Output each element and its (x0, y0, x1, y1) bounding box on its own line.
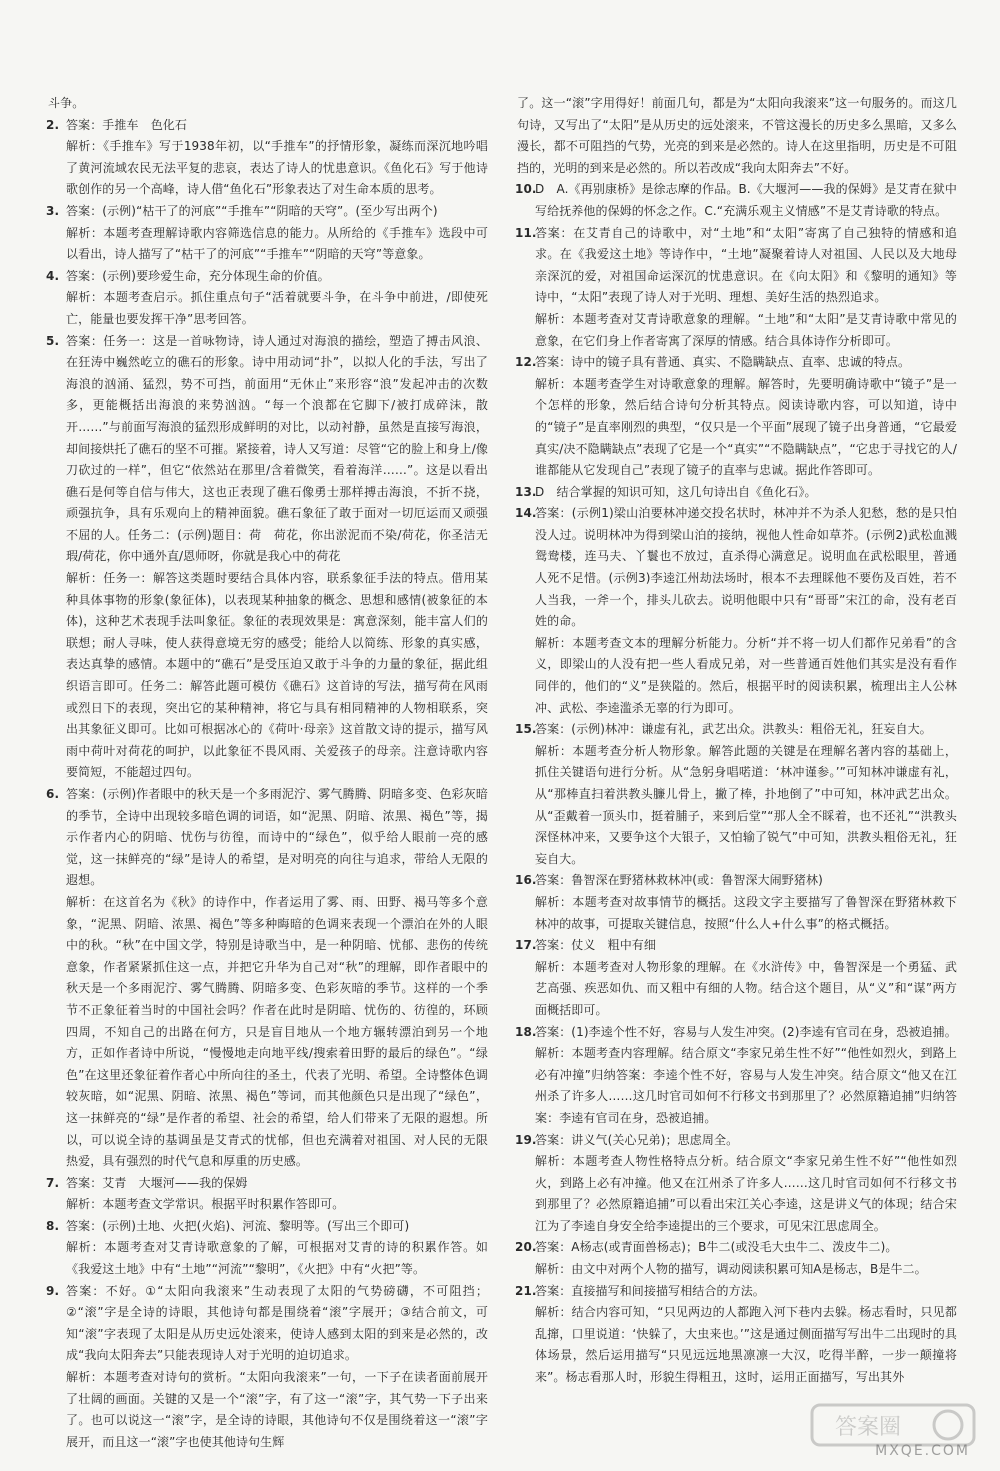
question-item (517, 1130, 957, 1238)
analysis-text: 解析：本题考查对故事情节的概括。这段文字主要描写了鲁智深在野猪林救下林冲的故事，可提取关键信息，按照“什么人+什么事”的格式概括。 (535, 894, 957, 931)
answer-text: 答案：任务一：这是一首咏物诗，诗人通过对海浪的描绘，塑造了搏击风浪、在狂涛中巍然屹立的礁石的形象。诗中用动词“扑”，以拟人化的手法，写出了海浪的汹涌、猛烈，势不可挡，前面用“无休止”来形容“浪”发起冲击的次数多，更能概括出海浪的来势汹汹。“每一个浪都在它脚下/被打成碎沫，散开……”与前面写海浪的猛烈形成鲜明的对比，以动衬静，虽然是直接写海浪，却间接烘托了礁石的坚不可摧。紧接着，诗人又写道：尽管“它的脸上和身上/像刀砍过的一样”，但它“依然站在那里/含着微笑，看着海洋……”。这是以看出礁石是何等自信与伟大，这也正表现了礁石像勇士那样搏击海浪，不折不挠，顽强抗争，具有乐观向上的精神面貌。礁石象征了敢于面对一切厄运而又顽强不屈的人。任务二：(示例)题目：荷 荷花，你出淤泥而不染/荷花，你圣洁无瑕/荷花，你中通外直/恩师呀，你就是我心中的荷花 (66, 333, 488, 564)
question-item (48, 1281, 488, 1454)
answer-text: 答案：(示例)土地、火把(火焰)、河流、黎明等。(写出三个即可) (66, 1218, 410, 1233)
answer-text: 答案：(示例)要珍爱生命，充分体现生命的价值。 (66, 268, 330, 283)
answer-text: 答案：(示例1)梁山泊要林冲递交投名状时，林冲并不为杀人犯愁，愁的是只怕没人过。说明林冲为得到梁山泊的接纳，视他人性命如草芥。(示例2)武松血溅鸳鸯楼，连马夫、丫鬟也不放过，直杀得心满意足。说明血在武松眼里，普通人死不足惜。(示例3)李逵江州劫法场时，根本不去理睬他不要伤及百姓，若不人当我，一斧一个，排头儿砍去。说明他眼中只有“哥哥”宋江的命，没有老百姓的命。 (535, 506, 957, 629)
analysis-text: 解析：本题考查文学常识。根据平时积累作答即可。 (66, 1197, 345, 1212)
answer-text: 答案：A杨志(或青面兽杨志)；B牛二(或没毛大虫牛二、泼皮牛二)。 (535, 1240, 898, 1255)
answer-text: 答案：手推车 色化石 (66, 117, 188, 132)
question-number: 10. (515, 182, 537, 197)
question-item (48, 1216, 488, 1281)
answer-text: 答案：不好。①“太阳向我滚来”生动表现了太阳的气势磅礴，不可阻挡；②“滚”字是全诗的诗眼，其他诗句都是围绕着“滚”字展开；③结合前文，可知“滚”字表现了太阳是从历史远处滚来，使诗人感到太阳的到来是必然的，改成“我向太阳奔去”只能表现诗人对于光明的迫切追求。 (66, 1283, 488, 1363)
analysis-text: 解析：由文中对两个人物的描写，调动阅读积累可知A是杨志，B是牛二。 (535, 1262, 927, 1277)
question-item (517, 719, 957, 870)
question-number: 17. (515, 938, 537, 953)
answer-text: 答案：直接描写和间接描写相结合的方法。 (535, 1283, 765, 1298)
question-item (517, 179, 957, 222)
analysis-text: 解析：在这首名为《秋》的诗作中，作者运用了雾、雨、田野、褐马等多个意象，“泥黑、阴暗、浓黑、褐色”等多种晦暗的色调来表现一个漂泊在外的人眼中的秋。“秋”在中国文学，特别是诗歌当中，是一种阴暗、忧郁、悲伤的传统意象，作者紧紧抓住这一点，并把它升华为自己对“秋”的理解，即作者眼中的秋天是一个多雨泥泞、雾气腾腾、阴暗多变、色彩灰暗的季节。这样的一个季节不正象征着当时的中国社会吗？作者在此时是阴暗、忧伤的、彷徨的，环顾四周，不知自己的出路在何方，只是盲目地从一个地方辗转漂泊到另一个地方，正如作者诗中所说，“慢慢地走向地平线/搜索着田野的最后的绿色”。“绿色”在这里还象征着作者心中所向往的圣土，代表了光明、希望。全诗整体色调较灰暗，如“泥黑、阴暗、浓黑、褐色”等词，而其他颜色只是出现了“绿色”，这一抹鲜亮的“绿”是作者的希望、社会的希望，给人们带来了无限的遐想。所以，可以说全诗的基调虽是艾青式的忧郁，但也充满着对祖国、对人民的无限热爱，具有强烈的时代气息和厚重的历史感。 (66, 894, 488, 1169)
analysis-text: 解析：本题考查对艾青诗歌意象的了解，可根据对艾青的诗的积累作答。如《我爱这土地》中有“土地”“河流”“黎明”，《火把》中有“火把”等。 (66, 1240, 488, 1277)
analysis-text: 解析：《手推车》写于1938年初，以“手推车”的抒情形象，凝练而深沉地吟唱了黄河流域农民无法平复的悲哀，表达了诗人的忧患意识。《鱼化石》写于他诗歌创作的另一个高峰，诗人借“鱼化石”形象表达了对生命本质的思考。 (66, 139, 488, 197)
left-items (48, 115, 488, 1454)
analysis-text: 解析：本题考查启示。抓住重点句子“活着就要斗争，在斗争中前进，/即使死亡，能量也要发挥干净”思考回答。 (66, 290, 488, 326)
question-item (517, 1022, 957, 1130)
question-number: 18. (515, 1024, 537, 1039)
question-item (48, 1173, 488, 1216)
analysis-text: 解析：本题考查对诗句的赏析。“太阳向我滚来”一句，一下子在读者面前展开了壮阔的画面。关键的又是一个“滚”字，有了这一“滚”字，其气势一下子出来了。也可以说这一“滚”字，是全诗的诗眼，其他诗句不仅是围绕着这一“滚”字展开，而且这一“滚”字也使其他诗句生辉 (66, 1370, 488, 1449)
right-column (517, 93, 957, 1389)
question-number: 5. (46, 333, 60, 348)
question-item (517, 503, 957, 719)
question-number: 15. (515, 722, 537, 737)
question-item (48, 201, 488, 266)
question-item (517, 482, 957, 504)
question-number: 13. (515, 484, 537, 499)
question-number: 12. (515, 355, 537, 370)
left-lead-text: 斗争。 (48, 96, 85, 110)
answer-text: D A.《再别康桥》是徐志摩的作品。B.《大堰河——我的保姆》是艾青在狱中写给抚养他的保姆的怀念之作。C.“充满乐观主义情感”不是艾青诗歌的特点。 (535, 182, 957, 218)
question-number: 14. (515, 506, 537, 521)
analysis-text: 解析：任务一：解答这类题时要结合具体内容，联系象征手法的特点。借用某种具体事物的形象(象征体)，以表现某种抽象的概念、思想和感情(被象征的本体)，这种艺术表现手法叫象征。象征的表现效果是：寓意深刻，能丰富人们的联想；耐人寻味，使人获得意境无穷的感受；能给人以简练、形象的真实感，表达真挚的感情。本题中的“礁石”是受压迫又敢于斗争的力量的象征，据此组织语言即可。任务二：解答此题可模仿《礁石》这首诗的写法，描写荷在风雨或烈日下的表现，突出它的某种精神，将它与具有相同精神的人物相联系，突出其象征义即可。比如可根据冰心的《荷叶·母亲》这首散文诗的提示，描写风雨中荷叶对荷花的呵护，以此象征不畏风雨、关爱孩子的母亲。注意诗歌内容要简短，不能超过四句。 (66, 571, 488, 780)
answer-text: 答案：诗中的镜子具有普通、真实、不隐瞒缺点、直率、忠诚的特点。 (535, 355, 911, 370)
question-number: 6. (46, 787, 60, 801)
question-item (517, 223, 957, 353)
question-number: 19. (515, 1132, 537, 1147)
question-item (48, 784, 488, 1173)
answer-text: 答案：讲义气(关心兄弟)；思虑周全。 (535, 1132, 739, 1147)
answer-text: 答案：(示例)林冲：谦虚有礼，武艺出众。洪教头：粗俗无礼，狂妄自大。 (535, 722, 932, 737)
right-items (517, 179, 957, 1388)
question-item (517, 352, 957, 482)
answer-text: 答案：鲁智深在野猪林救林冲(或：鲁智深大闹野猪林) (535, 873, 823, 888)
question-item (517, 1281, 957, 1389)
watermark-logo-text: 答案圈 (834, 1415, 902, 1440)
question-number: 3. (46, 203, 60, 218)
answer-text: 答案：在艾青自己的诗歌中，对“土地”和“太阳”寄寓了自己独特的情感和追求。在《我爱这土地》等诗作中，“土地”凝聚着诗人对祖国、人民以及大地母亲深沉的爱，对祖国命运深沉的忧患意识。在《向太阳》和《黎明的通知》等诗中，“太阳”表现了诗人对于光明、理想、美好生活的热烈追求。 (535, 225, 957, 305)
question-item (517, 935, 957, 1021)
question-item (48, 331, 488, 784)
analysis-text: 解析：本题考查理解诗歌内容筛选信息的能力。从所给的《手推车》选段中可以看出，诗人描写了“枯干了的河底”“手推车”“阴暗的天穹”等意象。 (66, 225, 488, 262)
question-item (48, 266, 488, 331)
answer-text: 答案：仗义 粗中有细 (535, 938, 657, 953)
question-number: 7. (46, 1175, 60, 1190)
analysis-text: 解析：本题考查分析人物形象。解答此题的关键是在理解名著内容的基础上，抓住关键语句进行分析。从“急躬身唱喏道：‘林冲谨参。’”可知林冲谦虚有礼，从“那棒直扫着洪教头臁儿骨上，撇了棒，扑地倒了”中可知，林冲武艺出众。从“歪戴着一顶头巾，挺着脯子，来到后堂”“那人全不睬着，也不还礼”“洪教头深怪林冲来，又要争这个大银子，又怕输了锐气”中可知，洪教头粗俗无礼，狂妄自大。 (535, 743, 957, 866)
question-number: 20. (515, 1240, 537, 1255)
question-number: 2. (46, 117, 60, 132)
question-number: 4. (46, 268, 60, 283)
answer-text: 答案：艾青 大堰河——我的保姆 (66, 1175, 248, 1190)
left-column (48, 93, 488, 1453)
question-number: 16. (515, 873, 537, 888)
question-number: 21. (515, 1283, 537, 1298)
answer-text: D 结合掌握的知识可知，这几句诗出自《鱼化石》。 (535, 484, 817, 499)
answer-text: 答案：(1)李逵个性不好，容易与人发生冲突。(2)李逵有官司在身，恐被追捕。 (535, 1024, 957, 1039)
analysis-text: 解析：结合内容可知，“只见两边的人都跑入河下巷内去躲。杨志看时，只见都乱撺，口里说道：‘快躲了，大虫来也。’”这是通过侧面描写写出牛二出现时的具体场景，然后运用描写“只见远远地黑凛凛一大汉，吃得半醉，一步一颠撞将来”。杨志看那人时，形貌生得粗丑，这时，运用正面描写，写出其外 (535, 1305, 957, 1385)
question-item (517, 870, 957, 935)
question-item (517, 1237, 957, 1280)
analysis-text: 解析：本题考查内容理解。结合原文“李家兄弟生性不好”“他性如烈火，到路上必有冲撞”归纳答案：李逵个性不好，容易与人发生冲突。结合原文“他又在江州杀了许多人……这几时官司如何不行移文书到那里了？必然原籍追捕”归纳答案：李逵有官司在身，恐被追捕。 (535, 1046, 957, 1125)
watermark-url: MXQE.COM (875, 1443, 970, 1459)
question-number: 8. (46, 1218, 60, 1233)
answer-text: 答案：(示例)“枯干了的河底”“手推车”“阴暗的天穹”。(至少写出两个) (66, 203, 438, 218)
right-lead-text: 了。这一“滚”字用得好！前面几句，都是为“太阳向我滚来”这一句服务的。而这几句诗，又写出了“太阳”是从历史的远处滚来，不管这漫长的历史多么黑暗，又多么漫长，都不可阻挡的气势，光亮的到来是必然的。诗人在这里指明，历史是不可阻挡的，光明的到来是必然的。所以若改成“我向太阳奔去”不好。 (517, 96, 957, 175)
analysis-text: 解析：本题考查文本的理解分析能力。分析“并不将一切人们都作兄弟看”的含义，即梁山的人没有把一些人看成兄弟，对一些普通百姓他们其实是没有看作同伴的，他们的“义”是狭隘的。然后，根据平时的阅读积累，梳理出主人公林冲、武松、李逵滥杀无辜的行为即可。 (535, 635, 957, 715)
question-number: 11. (515, 225, 537, 240)
question-number: 9. (46, 1283, 60, 1298)
answer-text: 答案：(示例)作者眼中的秋天是一个多雨泥泞、雾气腾腾、阴暗多变、色彩灰暗的季节，全诗中出现较多暗色调的词语，如“泥黑、阴暗、浓黑、褐色”等，揭示作者内心的阴暗、忧伤与彷徨，而诗中的“绿色”，似乎给人眼前一亮的感觉，这一抹鲜亮的“绿”是诗人的希望，是对明亮的向往与追求，带给人无限的遐想。 (66, 787, 488, 888)
analysis-text: 解析：本题考查学生对诗歌意象的理解。解答时，先要明确诗歌中“镜子”是一个怎样的形象，然后结合诗句分析其特点。阅读诗歌内容，可以知道，诗中的“镜子”是直率刚烈的典型，“仅只是一个平面”展现了镜子出身普通，“它最爱真实/决不隐瞒缺点”表现了它是一个“真实”“不隐瞒缺点”，“它忠于寻找它的人/谁都能从它发现自己”表现了镜子的直率与忠诚。据此作答即可。 (535, 376, 957, 478)
analysis-text: 解析：本题考查对人物形象的理解。在《水浒传》中，鲁智深是一个勇猛、武艺高强、疾恶如仇、而又粗中有细的人物。结合这个题目，从“义”和“谋”两方面概括即可。 (535, 959, 957, 1017)
analysis-text: 解析：本题考查人物性格特点分析。结合原文“李家兄弟生性不好”“他性如烈火，到路上必有冲撞。他又在江州杀了许多人……这几时官司如何不行移文书到那里了？必然原籍追捕”可以看出宋江关心李逵，这是讲义气的体现；结合宋江为了李逵自身安全给李逵提出的三个要求，可见宋江思虑周全。 (535, 1154, 957, 1233)
analysis-text: 解析：本题考查对艾青诗歌意象的理解。“土地”和“太阳”是艾青诗歌中常见的意象，在它们身上作者寄寓了深厚的情感。结合具体诗作分析即可。 (535, 311, 957, 348)
question-item (48, 115, 488, 201)
